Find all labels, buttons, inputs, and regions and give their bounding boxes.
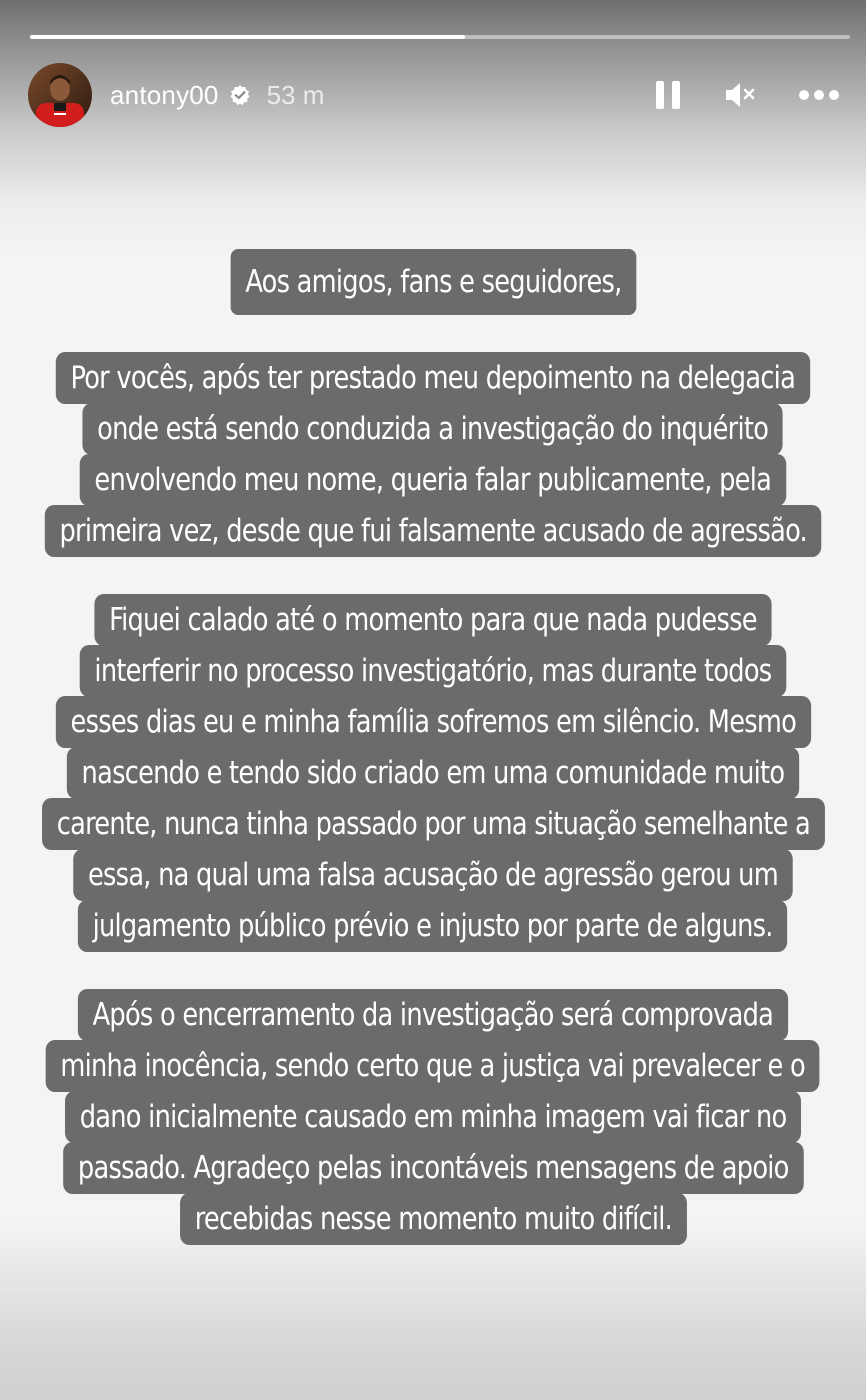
story-progress-fill: [30, 35, 465, 39]
text-line: Por vocês, após ter prestado meu depoimento na delegacia: [56, 352, 810, 404]
text-line: passado. Agradeço pelas incontáveis mensagens de apoio: [63, 1142, 803, 1194]
pause-icon[interactable]: [654, 75, 684, 115]
text-line: onde está sendo conduzida a investigação do inquérito: [83, 403, 783, 455]
statement-paragraph-3: [0, 990, 866, 1245]
text-line: dano inicialmente causado em minha imagem vai ficar no: [65, 1091, 801, 1143]
post-time: 53 m: [266, 79, 325, 110]
text-line: Após o encerramento da investigação será comprovada: [78, 989, 788, 1041]
text-line: Aos amigos, fans e seguidores,: [230, 249, 636, 315]
username[interactable]: antony00: [110, 79, 219, 110]
text-line: nascendo e tendo sido criado em uma comunidade muito: [67, 747, 799, 799]
text-line: primeira vez, desde que fui falsamente acusado de agressão.: [45, 505, 822, 557]
text-line: envolvendo meu nome, queria falar publicamente, pela: [80, 454, 786, 506]
statement-paragraph-2: [0, 595, 866, 952]
text-line: recebidas nesse momento muito difícil.: [180, 1193, 687, 1245]
greeting-paragraph: [0, 250, 866, 315]
text-line: Fiquei calado até o momento para que nada pudesse: [94, 594, 771, 646]
text-line: esses dias eu e minha família sofremos em silêncio. Mesmo: [55, 696, 810, 748]
verified-badge-icon: [229, 84, 251, 106]
text-line: carente, nunca tinha passado por uma situação semelhante a: [42, 798, 825, 850]
story-progress-bar: [30, 35, 850, 39]
more-options-icon[interactable]: [798, 89, 840, 101]
story-text-content: [0, 250, 866, 1245]
speaker-muted-icon[interactable]: [722, 77, 758, 113]
text-line: julgamento público prévio e injusto por parte de alguns.: [78, 900, 788, 952]
profile-avatar[interactable]: [28, 63, 92, 127]
text-line: essa, na qual uma falsa acusação de agressão gerou um: [73, 849, 792, 901]
text-line: interferir no processo investigatório, mas durante todos: [80, 645, 786, 697]
statement-paragraph-1: [0, 353, 866, 557]
text-line: minha inocência, sendo certo que a justiça vai prevalecer e o: [46, 1040, 820, 1092]
story-header: [28, 60, 848, 130]
story-controls: [654, 75, 848, 115]
